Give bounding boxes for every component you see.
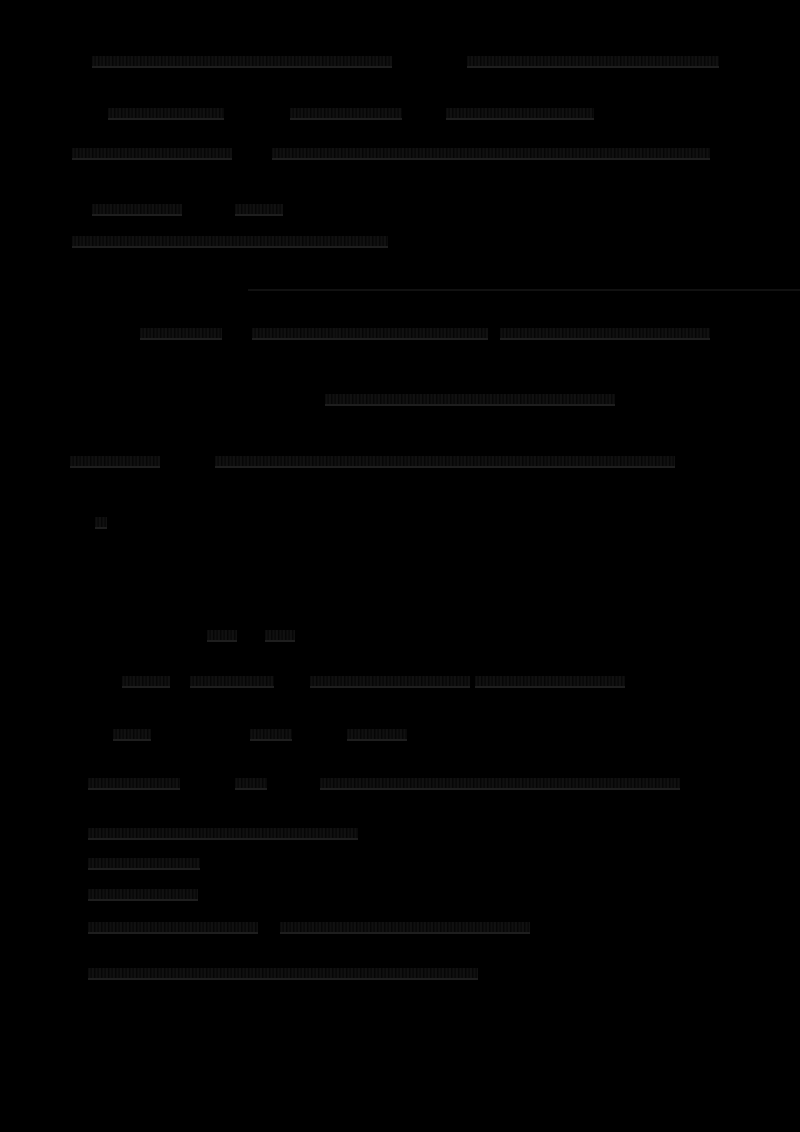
text-run	[467, 56, 719, 68]
horizontal-rule	[248, 289, 800, 291]
text-baseline	[467, 66, 719, 68]
text-baseline	[88, 868, 200, 870]
text-baseline	[108, 118, 224, 120]
text-run	[72, 148, 232, 160]
text-baseline	[207, 640, 237, 642]
text-baseline	[265, 640, 295, 642]
text-run	[113, 729, 151, 741]
text-baseline	[72, 246, 388, 248]
text-run	[280, 922, 530, 934]
text-baseline	[272, 158, 710, 160]
text-baseline	[347, 739, 407, 741]
text-run	[140, 328, 222, 340]
text-run	[190, 676, 274, 688]
text-run	[265, 630, 295, 642]
text-baseline	[113, 739, 151, 741]
text-run	[88, 858, 200, 870]
text-run	[500, 328, 710, 340]
text-run	[88, 968, 478, 980]
text-baseline	[235, 214, 283, 216]
text-baseline	[235, 788, 267, 790]
text-baseline	[72, 158, 232, 160]
text-baseline	[335, 338, 488, 340]
text-run	[108, 108, 224, 120]
text-baseline	[140, 338, 222, 340]
text-run	[88, 778, 180, 790]
text-run	[272, 148, 710, 160]
text-baseline	[190, 686, 274, 688]
text-baseline	[500, 338, 710, 340]
text-baseline	[88, 978, 478, 980]
text-baseline	[95, 527, 107, 529]
text-run	[320, 778, 680, 790]
text-run	[72, 236, 388, 248]
text-baseline	[88, 932, 258, 934]
text-run	[235, 778, 267, 790]
text-run	[310, 676, 470, 688]
text-run	[325, 394, 615, 406]
text-run	[122, 676, 170, 688]
text-baseline	[325, 404, 615, 406]
text-run	[70, 456, 160, 468]
text-baseline	[446, 118, 594, 120]
text-baseline	[122, 686, 170, 688]
text-run	[88, 828, 358, 840]
text-run	[207, 630, 237, 642]
text-run	[95, 517, 107, 529]
text-run	[252, 328, 340, 340]
text-run	[88, 889, 198, 901]
text-baseline	[92, 214, 182, 216]
text-baseline	[70, 466, 160, 468]
text-run	[335, 328, 488, 340]
text-run	[250, 729, 292, 741]
text-run	[235, 204, 283, 216]
text-run	[290, 108, 402, 120]
text-run	[475, 676, 625, 688]
text-baseline	[320, 788, 680, 790]
text-baseline	[88, 899, 198, 901]
text-baseline	[215, 466, 675, 468]
text-run	[92, 56, 392, 68]
text-run	[446, 108, 594, 120]
text-run	[88, 922, 258, 934]
text-baseline	[280, 932, 530, 934]
text-baseline	[250, 739, 292, 741]
text-baseline	[310, 686, 470, 688]
text-baseline	[252, 338, 340, 340]
text-baseline	[88, 788, 180, 790]
text-run	[215, 456, 675, 468]
text-baseline	[475, 686, 625, 688]
text-baseline	[88, 838, 358, 840]
text-baseline	[92, 66, 392, 68]
text-run	[347, 729, 407, 741]
text-baseline	[290, 118, 402, 120]
text-run	[92, 204, 182, 216]
